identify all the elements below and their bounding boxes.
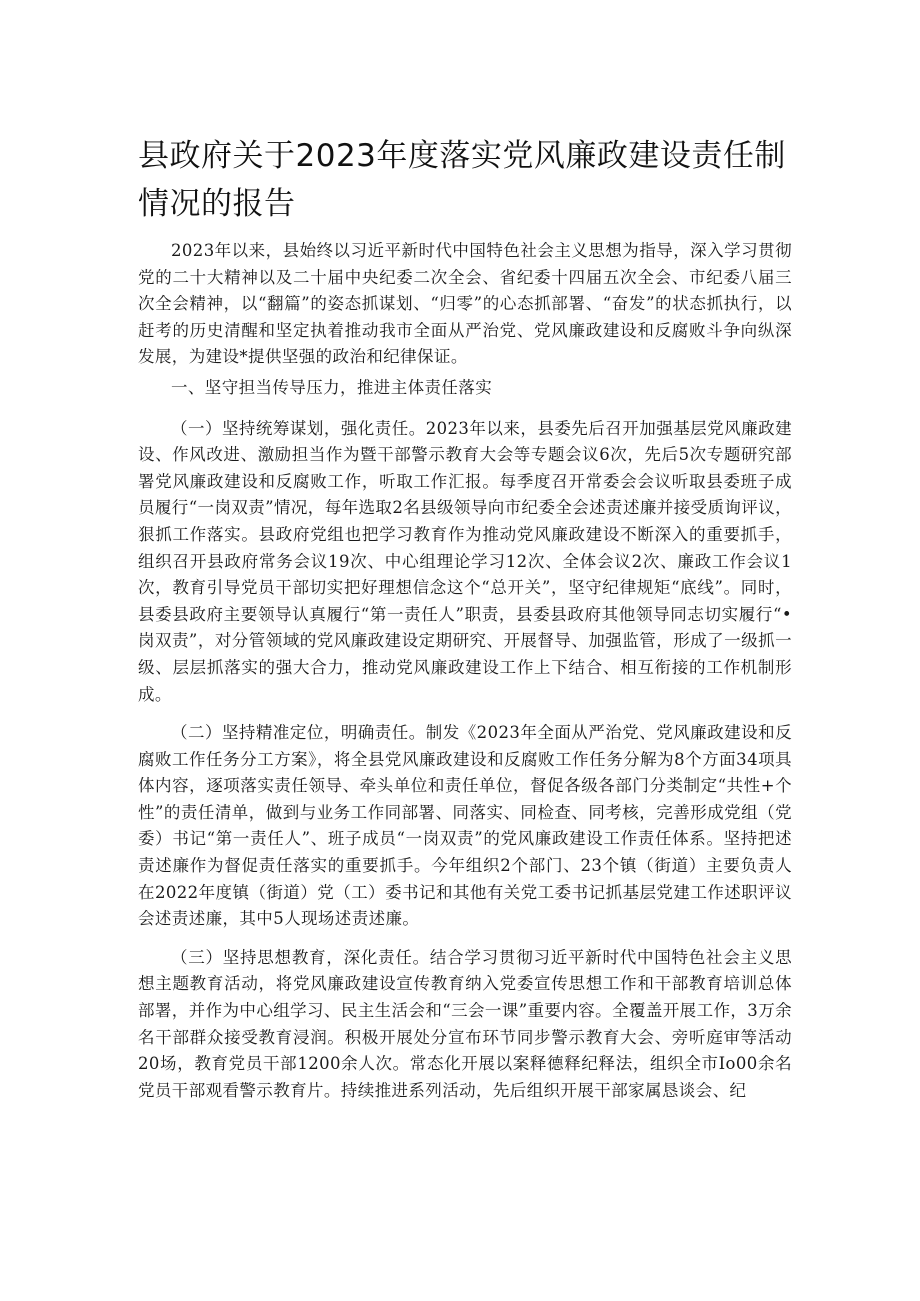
- paragraph-1: （一）坚持统筹谋划，强化责任。2023年以来，县委先后召开加强基层党风廉政建设、作风改进、激励担当作为暨干部警示教育大会等专题会议6次，先后5次专题研究部署党风廉政建设和反腐败工作，听取工作汇报。每季度召开常委会会议听取县委班子成员履行“一岗双责”情况，每年选取2名县级领导向市纪委全会述责述廉并接受质询评议，狠抓工作落实。县政府党组也把学习教育作为推动党风廉政建设不断深入的重要抓手，组织召开县政府常务会议19次、中心组理论学习12次、全体会议2次、廉政工作会议1次，教育引导党员干部切实把好理想信念这个“总开关”，坚守纪律规矩“底线”。同时，县委县政府主要领导认真履行“第一责任人”职责，县委县政府其他领导同志切实履行“•岗双责”，对分管领域的党风廉政建设定期研究、开展督导、加强监管，形成了一级抓一级、层层抓落实的强大合力，推动党风廉政建设工作上下结合、相互衔接的工作机制形成。: [138, 418, 792, 704]
- section-heading-1: 一、坚守担当传导压力，推进主体责任落实: [171, 377, 493, 397]
- paragraph-2: （二）坚持精准定位，明确责任。制发《2023年全面从严治党、党风廉政建设和反腐败工作任务分工方案》，将全县党风廉政建设和反腐败工作任务分解为8个方面34项具体内容，逐项落实责任领导、牵头单位和责任单位，督促各级各部门分类制定“共性+个性”的责任清单，做到与业务工作同部署、同落实、同检查、同考核，完善形成党组（党委）书记“第一责任人”、班子成员“一岗双责”的党风廉政建设工作责任体系。坚持把述责述廉作为督促责任落实的重要抓手。今年组织2个部门、23个镇（街道）主要负责人在2022年度镇（街道）党（工）委书记和其他有关党工委书记抓基层党建工作述职评议会述责述廉，其中5人现场述责述廉。: [138, 723, 792, 929]
- intro-paragraph: 2023年以来，县始终以习近平新时代中国特色社会主义思想为指导，深入学习贯彻党的二十大精神以及二十届中央纪委二次全会、省纪委十四届五次全会、市纪委八届三次全会精神，以“翻篇”的姿态抓谋划、“归零”的心态抓部署、“奋发”的状态抓执行，以赶考的历史清醒和坚定执着推动我市全面从严治党、党风廉政建设和反腐败斗争向纵深发展，为建设*提供坚强的政治和纪律保证。: [138, 241, 792, 367]
- document-body: [138, 238, 792, 1116]
- paragraph-3: （三）坚持思想教育，深化责任。结合学习贯彻习近平新时代中国特色社会主义思想主题教育活动，将党风廉政建设宣传教育纳入党委宣传思想工作和干部教育培训总体部署，并作为中心组学习、民主生活会和“三会一课”重要内容。全覆盖开展工作，3万余名干部群众接受教育浸润。积极开展处分宣布环节同步警示教育大会、旁听庭审等活动20场，教育党员干部1200余人次。常态化开展以案释德释纪释法，组织全市Io00余名党员干部观看警示教育片。持续推进系列活动，先后组织开展干部家属恳谈会、纪: [138, 947, 792, 1100]
- document-title: 县政府关于2023年度落实党风廉政建设责任制情况的报告: [138, 138, 786, 222]
